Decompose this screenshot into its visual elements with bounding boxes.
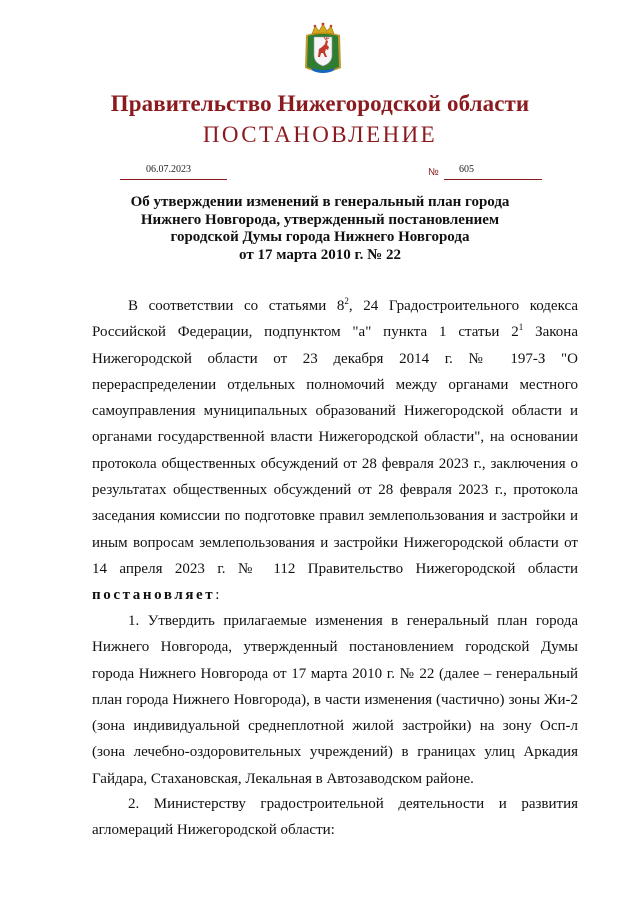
item-1-text: 1. Утвердить прилагаемые изменения в генеральный план города Нижнего Новгорода, утвержденный постановлением городской Думы города Нижнего Новгорода от 17 марта 2010 г. № 22 (далее – генеральный план города Нижнего Новгорода), в части изменения (частично) зоны Жи-2 (зона индивидуальной среднеплотной жилой застройки) на зону Осп-л (зона лечебно-оздоровительных учреждений) в границах улиц Аркадия Гайдара, Стахановская, Лекальная в Автозаводском районе. xyxy=(92,613,578,787)
title-line: Нижнего Новгорода, утвержденный постановлением xyxy=(140,211,500,228)
number-field xyxy=(444,163,542,180)
preamble-text: , 24 Градостроительного кодекса Российской Федерации, подпунктом "а" пункта 1 статьи 2 xyxy=(92,298,578,341)
document-type: ПОСТАНОВЛЕНИЕ xyxy=(202,122,438,147)
paragraph-item-2 xyxy=(92,791,578,844)
title-line: городской Думы города Нижнего Новгорода xyxy=(170,229,470,245)
item-2-text: 2. Министерству градостроительной деятельности и развития агломераций Нижегородской области: xyxy=(92,796,578,839)
paragraph-item-1 xyxy=(92,608,578,792)
paragraph-preamble xyxy=(92,293,578,609)
superscript: 2 xyxy=(344,296,349,306)
superscript: 1 xyxy=(518,322,524,333)
preamble-text: : xyxy=(215,587,220,604)
document-date: 06.07.2023 xyxy=(146,164,191,175)
document-number: 605 xyxy=(459,164,474,175)
document-title xyxy=(60,194,580,264)
preamble-text: В соответствии со статьями 8 xyxy=(128,298,345,314)
organization-name: Правительство Нижегородской области xyxy=(110,91,530,116)
date-field xyxy=(120,163,227,180)
number-sign: № xyxy=(428,167,439,178)
title-line: от 17 марта 2010 г. № 22 xyxy=(239,246,401,263)
preamble-text: Закона Нижегородской области от 23 декабря 2014 г. № 197-З "О перераспределении отдельных полномочий между органами местного самоуправления муниципальных образований Нижегородской области и органами государственной власти Нижегородской области", на основании протокола общественных обсуждений от 28 февраля 2023 г., заключения о результатах общественных обсуждений от 28 февраля 2023 г., протокола заседания комиссии по подготовке правил землепользования и застройки и иным вопросам землепользования и застройки Нижегородской области от 14 апреля 2023 г. № 112 Правительство Нижегородской области xyxy=(92,324,578,577)
coat-of-arms-emblem xyxy=(303,22,343,76)
resolves-word: постановляет xyxy=(92,587,216,604)
title-line: Об утверждении изменений в генеральный план города xyxy=(130,194,510,210)
